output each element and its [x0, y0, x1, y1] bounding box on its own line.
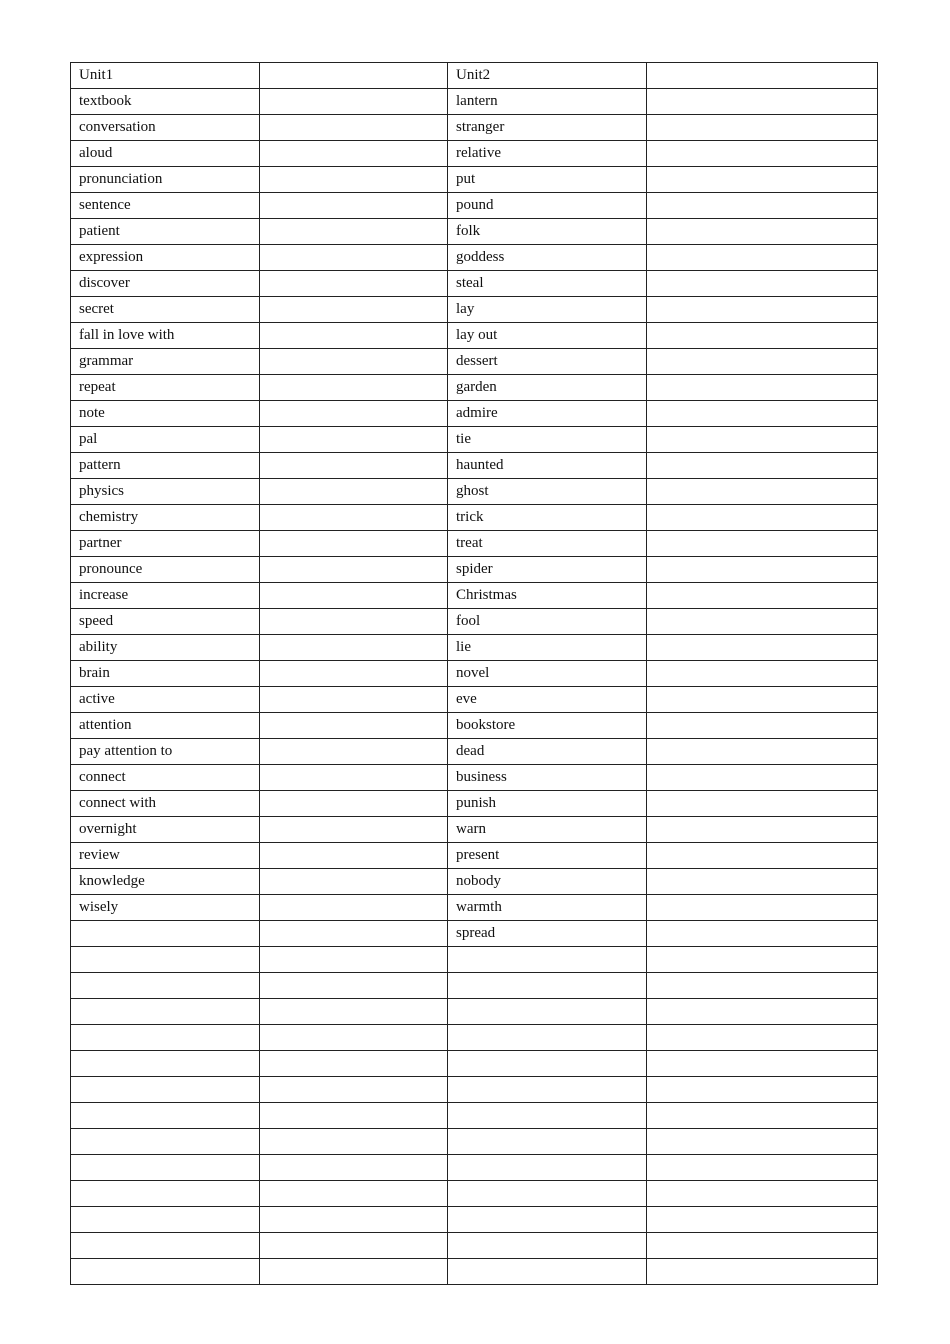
- unit2-meaning-cell: [647, 349, 878, 375]
- unit2-meaning-cell: [647, 219, 878, 245]
- unit1-meaning-cell: [260, 895, 448, 921]
- unit1-word-cell: pay attention to: [71, 739, 260, 765]
- unit1-meaning-cell: [260, 947, 448, 973]
- table-row: [71, 1051, 878, 1077]
- unit2-meaning-cell: [647, 479, 878, 505]
- unit2-meaning-cell: [647, 713, 878, 739]
- table-row: [71, 219, 878, 245]
- unit2-meaning-cell: [647, 531, 878, 557]
- unit2-word-cell: [448, 1207, 647, 1233]
- unit2-meaning-cell: [647, 271, 878, 297]
- unit2-meaning-cell: [647, 1233, 878, 1259]
- unit2-meaning-cell: [647, 661, 878, 687]
- table-row: [71, 375, 878, 401]
- unit2-word-cell: haunted: [448, 453, 647, 479]
- unit2-word-cell: [448, 947, 647, 973]
- unit1-meaning-cell: [260, 375, 448, 401]
- unit1-word-cell: patient: [71, 219, 260, 245]
- table-row: [71, 687, 878, 713]
- unit1-meaning-cell: [260, 193, 448, 219]
- unit1-meaning-cell: [260, 1129, 448, 1155]
- table-row: [71, 921, 878, 947]
- unit2-meaning-cell: [647, 141, 878, 167]
- unit1-meaning-cell: [260, 557, 448, 583]
- table-row: [71, 1233, 878, 1259]
- table-row: [71, 89, 878, 115]
- unit2-word-cell: garden: [448, 375, 647, 401]
- unit2-word-cell: business: [448, 765, 647, 791]
- unit2-word-cell: dead: [448, 739, 647, 765]
- unit2-meaning-cell: [647, 453, 878, 479]
- unit2-word-cell: eve: [448, 687, 647, 713]
- unit1-meaning-cell: [260, 687, 448, 713]
- unit1-word-cell: [71, 1155, 260, 1181]
- unit2-word-cell: nobody: [448, 869, 647, 895]
- table-row: [71, 1259, 878, 1285]
- unit2-meaning-cell: [647, 401, 878, 427]
- unit1-word-cell: [71, 1077, 260, 1103]
- table-row: [71, 739, 878, 765]
- unit1-meaning-cell: [260, 427, 448, 453]
- unit2-meaning-cell: [647, 1207, 878, 1233]
- unit1-meaning-cell: [260, 323, 448, 349]
- unit1-meaning-cell: [260, 999, 448, 1025]
- unit2-word-cell: tie: [448, 427, 647, 453]
- unit2-meaning-cell: [647, 89, 878, 115]
- table-row: [71, 427, 878, 453]
- unit2-meaning-cell: [647, 1025, 878, 1051]
- unit1-word-cell: attention: [71, 713, 260, 739]
- table-row: [71, 1103, 878, 1129]
- unit2-word-cell: Christmas: [448, 583, 647, 609]
- unit2-word-cell: [448, 1233, 647, 1259]
- unit1-word-cell: [71, 1103, 260, 1129]
- unit2-meaning-cell: [647, 193, 878, 219]
- unit2-meaning-cell: [647, 791, 878, 817]
- table-row: [71, 323, 878, 349]
- table-row: [71, 843, 878, 869]
- table-row: [71, 271, 878, 297]
- unit2-word-cell: dessert: [448, 349, 647, 375]
- unit1-word-cell: [71, 973, 260, 999]
- unit1-word-cell: fall in love with: [71, 323, 260, 349]
- unit1-meaning-cell: [260, 297, 448, 323]
- unit1-word-cell: physics: [71, 479, 260, 505]
- unit2-word-cell: lie: [448, 635, 647, 661]
- unit1-meaning-cell: [260, 505, 448, 531]
- unit2-meaning-cell: [647, 1181, 878, 1207]
- table-row: [71, 791, 878, 817]
- table-row: [71, 817, 878, 843]
- unit2-word-cell: [448, 1259, 647, 1285]
- unit1-word-cell: [71, 921, 260, 947]
- unit2-meaning-cell: [647, 583, 878, 609]
- unit2-word-cell: [448, 1077, 647, 1103]
- table-row: [71, 1025, 878, 1051]
- unit2-meaning-cell: [647, 505, 878, 531]
- unit2-word-cell: treat: [448, 531, 647, 557]
- unit1-word-cell: review: [71, 843, 260, 869]
- unit1-meaning-cell: [260, 765, 448, 791]
- table-row: [71, 479, 878, 505]
- unit1-meaning-cell: [260, 869, 448, 895]
- table-row: [71, 661, 878, 687]
- unit2-meaning-cell: [647, 297, 878, 323]
- unit2-word-cell: fool: [448, 609, 647, 635]
- unit1-word-cell: pronunciation: [71, 167, 260, 193]
- unit2-word-cell: spider: [448, 557, 647, 583]
- unit1-word-cell: [71, 999, 260, 1025]
- unit1-meaning-cell: [260, 349, 448, 375]
- unit2-meaning-cell: [647, 843, 878, 869]
- unit2-meaning-cell: [647, 609, 878, 635]
- unit2-word-cell: trick: [448, 505, 647, 531]
- unit2-meaning-cell: [647, 739, 878, 765]
- unit2-meaning-cell: [647, 1051, 878, 1077]
- unit1-meaning-cell: [260, 661, 448, 687]
- unit2-word-cell: relative: [448, 141, 647, 167]
- unit2-word-cell: [448, 1103, 647, 1129]
- unit2-word-cell: warmth: [448, 895, 647, 921]
- unit1-word-cell: chemistry: [71, 505, 260, 531]
- unit2-word-cell: warn: [448, 817, 647, 843]
- table-row: [71, 167, 878, 193]
- unit1-word-cell: sentence: [71, 193, 260, 219]
- unit1-meaning-cell: [260, 1233, 448, 1259]
- unit1-meaning-cell: [260, 271, 448, 297]
- unit1-word-cell: discover: [71, 271, 260, 297]
- unit1-word-cell: pal: [71, 427, 260, 453]
- unit2-meaning-cell: [647, 1155, 878, 1181]
- unit2-word-cell: [448, 1051, 647, 1077]
- unit1-meaning-cell: [260, 921, 448, 947]
- unit2-meaning-cell: [647, 869, 878, 895]
- unit1-meaning-cell: [260, 89, 448, 115]
- unit1-word-cell: [71, 1181, 260, 1207]
- unit2-meaning-cell: [647, 895, 878, 921]
- unit1-meaning-cell: [260, 167, 448, 193]
- unit2-meaning-cell: [647, 1077, 878, 1103]
- unit1-word-cell: pronounce: [71, 557, 260, 583]
- unit1-word-cell: textbook: [71, 89, 260, 115]
- unit2-meaning-cell: [647, 973, 878, 999]
- unit1-word-cell: repeat: [71, 375, 260, 401]
- unit2-meaning-cell: [647, 375, 878, 401]
- unit1-word-cell: note: [71, 401, 260, 427]
- unit1-word-cell: secret: [71, 297, 260, 323]
- unit2-word-cell: admire: [448, 401, 647, 427]
- unit1-meaning-cell: [260, 1181, 448, 1207]
- unit2-meaning-cell: [647, 1259, 878, 1285]
- unit1-word-cell: grammar: [71, 349, 260, 375]
- unit2-word-cell: [448, 1155, 647, 1181]
- unit2-meaning-cell: [647, 245, 878, 271]
- unit1-meaning-cell: [260, 115, 448, 141]
- table-row: [71, 583, 878, 609]
- table-row: [71, 1077, 878, 1103]
- unit2-meaning-cell: [647, 687, 878, 713]
- unit2-word-cell: lantern: [448, 89, 647, 115]
- unit2-word-cell: present: [448, 843, 647, 869]
- unit2-meaning-cell: [647, 427, 878, 453]
- unit1-word-cell: increase: [71, 583, 260, 609]
- unit1-meaning-cell: [260, 531, 448, 557]
- unit2-word-cell: pound: [448, 193, 647, 219]
- table-row: [71, 973, 878, 999]
- vocabulary-table-body: [71, 63, 878, 1285]
- unit2-word-cell: ghost: [448, 479, 647, 505]
- unit2-word-cell: lay: [448, 297, 647, 323]
- table-row: [71, 609, 878, 635]
- table-row: [71, 193, 878, 219]
- unit1-meaning-cell: [260, 1259, 448, 1285]
- unit2-word-cell: novel: [448, 661, 647, 687]
- unit1-word-cell: wisely: [71, 895, 260, 921]
- unit1-meaning-cell: [260, 141, 448, 167]
- table-row: [71, 1155, 878, 1181]
- unit2-word-cell: goddess: [448, 245, 647, 271]
- unit2-meaning-cell: [647, 921, 878, 947]
- unit1-word-cell: ability: [71, 635, 260, 661]
- table-row: [71, 713, 878, 739]
- unit1-word-cell: [71, 1025, 260, 1051]
- unit2-meaning-cell: [647, 1103, 878, 1129]
- unit2-word-cell: stranger: [448, 115, 647, 141]
- unit2-word-cell: lay out: [448, 323, 647, 349]
- unit1-meaning-cell: [260, 1077, 448, 1103]
- unit1-word-cell: active: [71, 687, 260, 713]
- table-row: [71, 401, 878, 427]
- table-row: [71, 895, 878, 921]
- unit1-meaning-cell: [260, 1155, 448, 1181]
- unit1-word-cell: conversation: [71, 115, 260, 141]
- unit1-meaning-cell: [260, 713, 448, 739]
- unit1-meaning-cell: [260, 583, 448, 609]
- table-row: [71, 453, 878, 479]
- table-row: [71, 505, 878, 531]
- unit1-meaning-cell: [260, 843, 448, 869]
- unit2-word-cell: [448, 999, 647, 1025]
- unit1-meaning-cell: [260, 609, 448, 635]
- table-row: [71, 999, 878, 1025]
- unit1-meaning-cell: [260, 817, 448, 843]
- unit2-meaning-cell: [647, 557, 878, 583]
- unit2-word-cell: spread: [448, 921, 647, 947]
- unit1-word-cell: [71, 1233, 260, 1259]
- unit1-meaning-cell: [260, 479, 448, 505]
- vocabulary-table: [70, 62, 878, 1285]
- table-row: [71, 1129, 878, 1155]
- unit1-word-cell: expression: [71, 245, 260, 271]
- table-row: [71, 141, 878, 167]
- header-row: [71, 63, 878, 89]
- unit1-word-cell: connect with: [71, 791, 260, 817]
- unit1-meaning-cell: [260, 1051, 448, 1077]
- unit2-word-cell: [448, 1129, 647, 1155]
- unit2-meaning-cell: [647, 63, 878, 89]
- unit1-meaning-cell: [260, 63, 448, 89]
- unit1-meaning-cell: [260, 401, 448, 427]
- unit1-word-cell: [71, 1207, 260, 1233]
- table-row: [71, 1207, 878, 1233]
- table-row: [71, 115, 878, 141]
- table-row: [71, 1181, 878, 1207]
- unit1-meaning-cell: [260, 635, 448, 661]
- unit2-word-cell: [448, 1181, 647, 1207]
- table-row: [71, 765, 878, 791]
- table-row: [71, 869, 878, 895]
- unit2-meaning-cell: [647, 167, 878, 193]
- table-row: [71, 297, 878, 323]
- unit1-word-cell: partner: [71, 531, 260, 557]
- unit1-word-cell: pattern: [71, 453, 260, 479]
- unit1-heading: Unit1: [71, 63, 260, 89]
- unit2-meaning-cell: [647, 635, 878, 661]
- unit2-heading: Unit2: [448, 63, 647, 89]
- unit1-meaning-cell: [260, 1025, 448, 1051]
- unit1-word-cell: brain: [71, 661, 260, 687]
- table-row: [71, 557, 878, 583]
- unit1-word-cell: [71, 947, 260, 973]
- table-row: [71, 947, 878, 973]
- unit2-word-cell: punish: [448, 791, 647, 817]
- unit1-word-cell: [71, 1259, 260, 1285]
- unit1-meaning-cell: [260, 1207, 448, 1233]
- unit2-word-cell: put: [448, 167, 647, 193]
- unit2-word-cell: [448, 1025, 647, 1051]
- unit1-word-cell: aloud: [71, 141, 260, 167]
- unit2-meaning-cell: [647, 323, 878, 349]
- unit1-word-cell: knowledge: [71, 869, 260, 895]
- unit1-meaning-cell: [260, 791, 448, 817]
- table-row: [71, 531, 878, 557]
- unit2-word-cell: bookstore: [448, 713, 647, 739]
- table-row: [71, 349, 878, 375]
- unit2-meaning-cell: [647, 115, 878, 141]
- unit1-meaning-cell: [260, 219, 448, 245]
- unit2-word-cell: steal: [448, 271, 647, 297]
- unit1-meaning-cell: [260, 1103, 448, 1129]
- unit1-word-cell: [71, 1051, 260, 1077]
- unit2-meaning-cell: [647, 1129, 878, 1155]
- unit2-meaning-cell: [647, 999, 878, 1025]
- unit1-meaning-cell: [260, 453, 448, 479]
- table-row: [71, 635, 878, 661]
- table-row: [71, 245, 878, 271]
- unit1-meaning-cell: [260, 973, 448, 999]
- unit2-meaning-cell: [647, 947, 878, 973]
- unit1-word-cell: [71, 1129, 260, 1155]
- unit1-word-cell: connect: [71, 765, 260, 791]
- unit2-word-cell: folk: [448, 219, 647, 245]
- unit2-meaning-cell: [647, 817, 878, 843]
- unit1-word-cell: speed: [71, 609, 260, 635]
- unit1-word-cell: overnight: [71, 817, 260, 843]
- unit1-meaning-cell: [260, 245, 448, 271]
- unit2-word-cell: [448, 973, 647, 999]
- unit1-meaning-cell: [260, 739, 448, 765]
- unit2-meaning-cell: [647, 765, 878, 791]
